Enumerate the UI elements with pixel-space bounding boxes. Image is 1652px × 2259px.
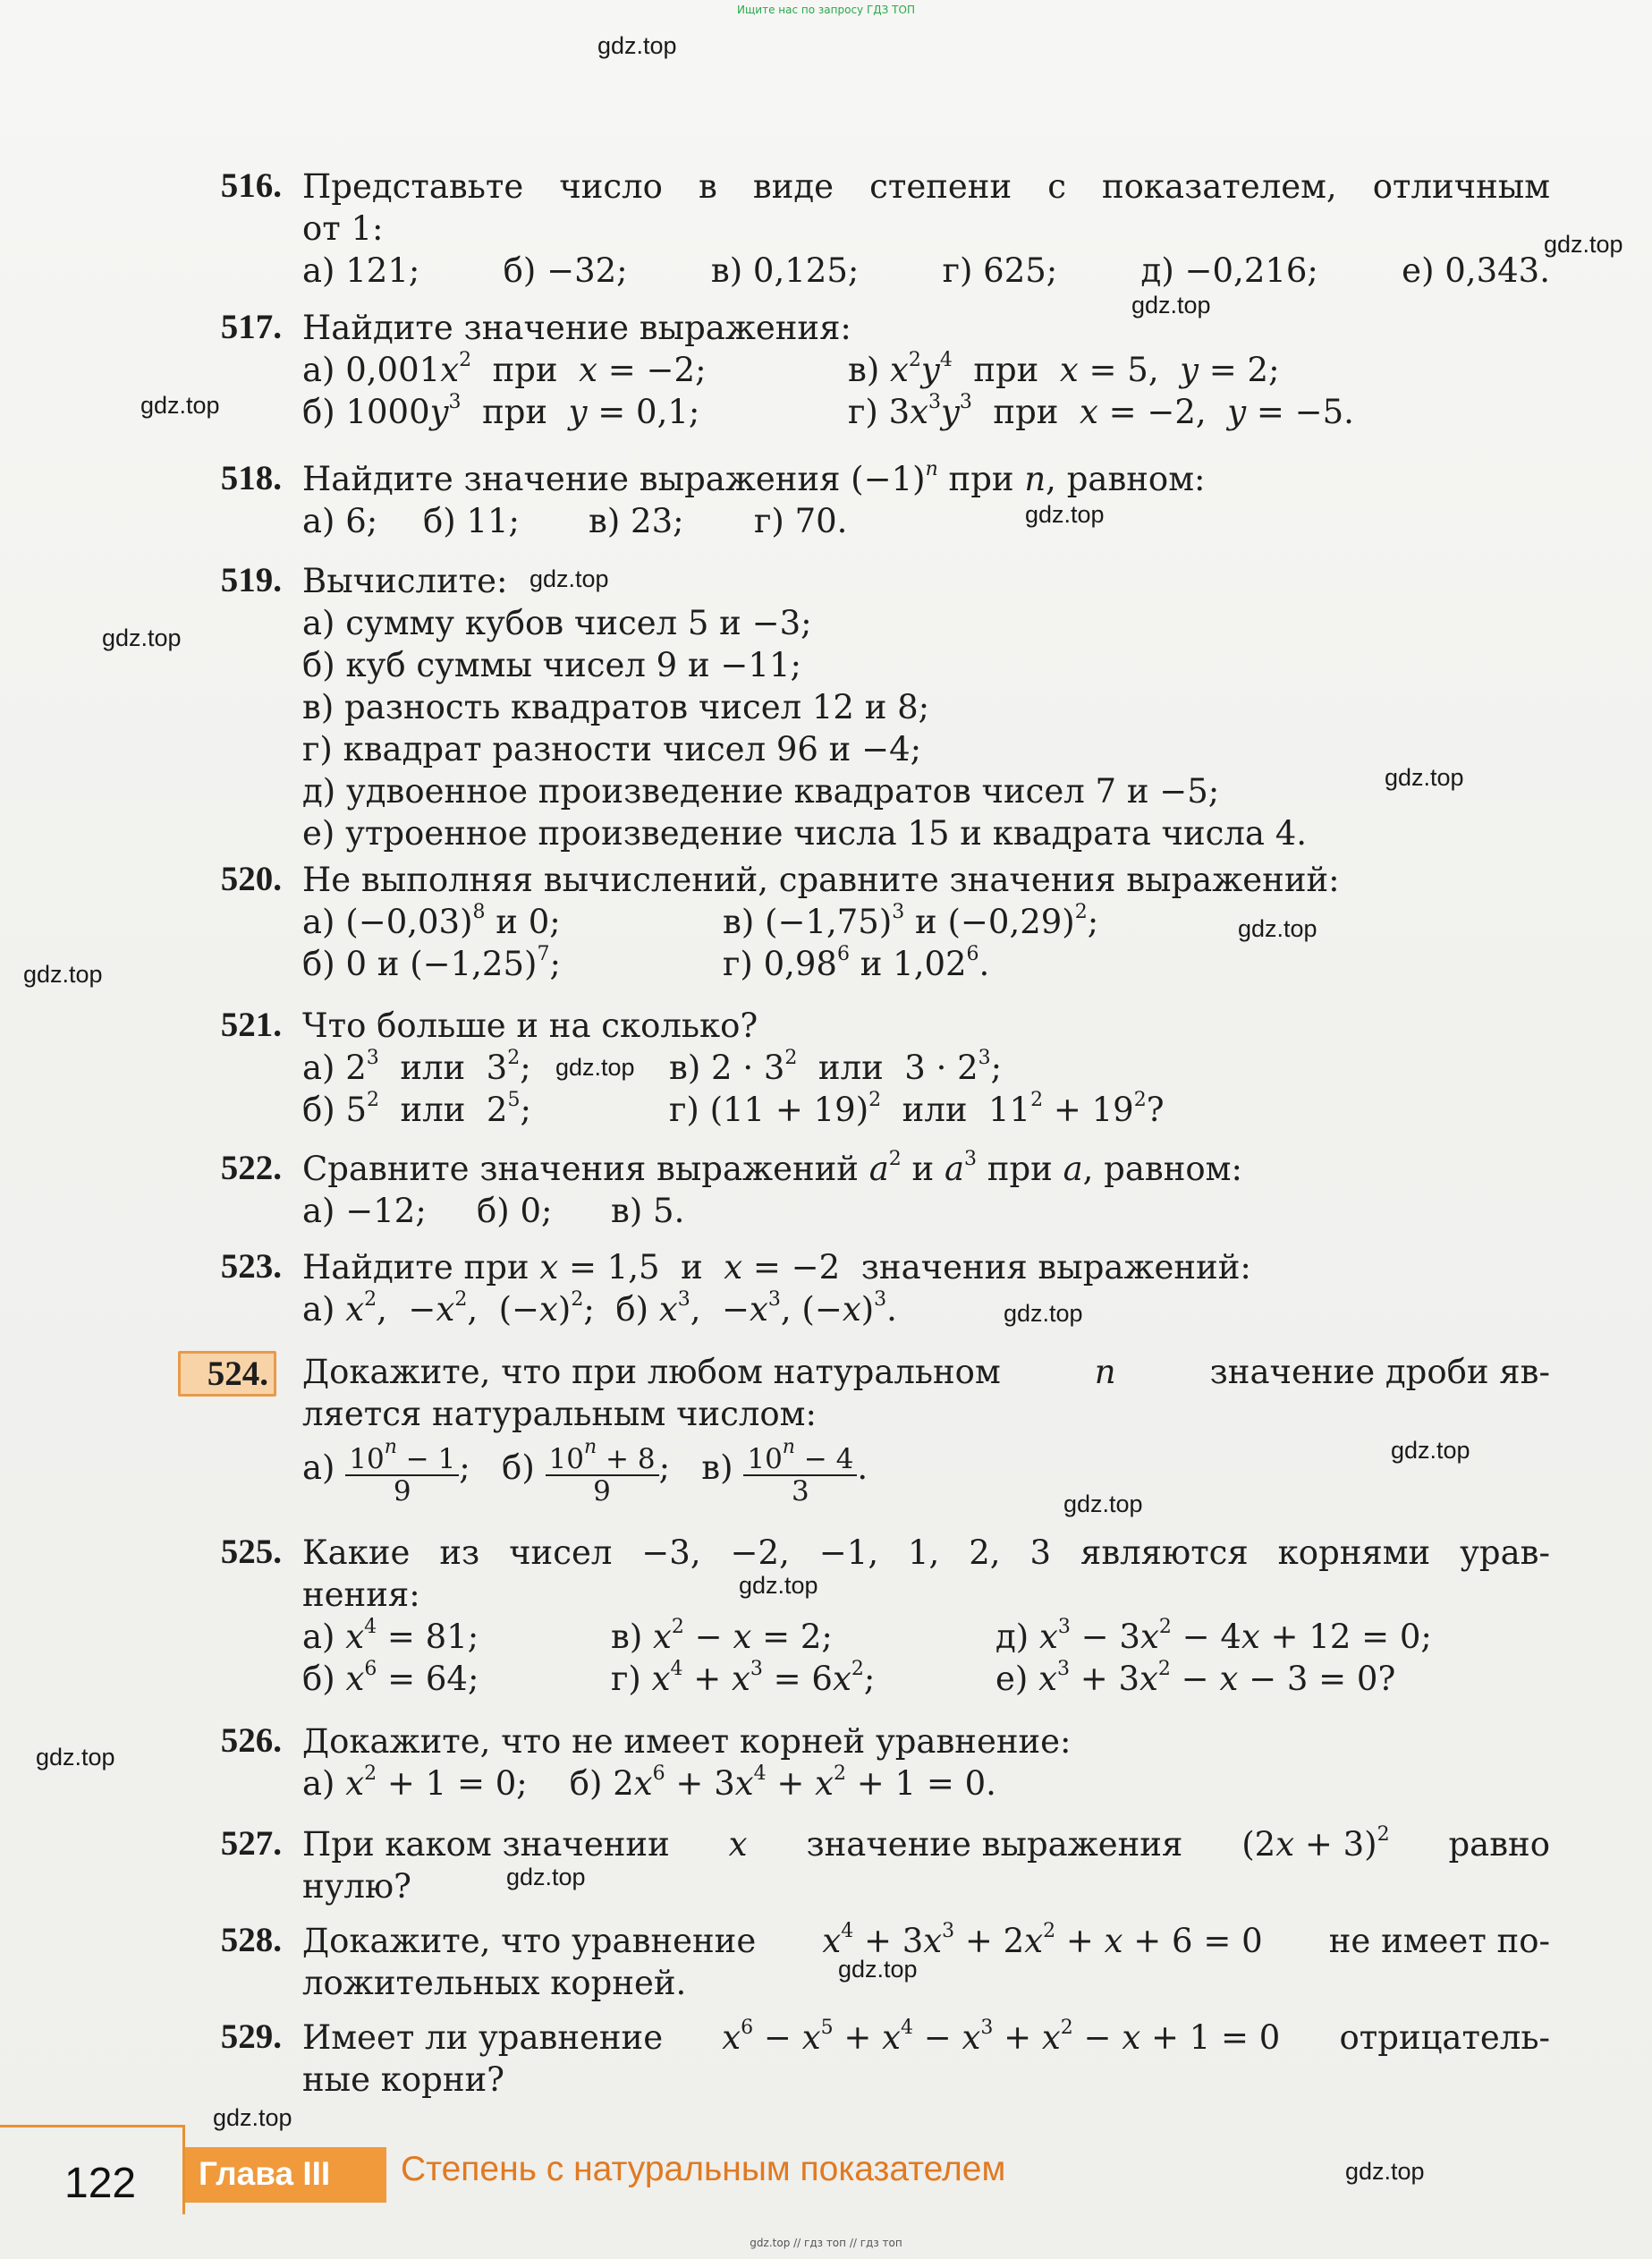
watermark: gdz.top <box>1131 292 1211 318</box>
chapter-label: Глава III <box>199 2155 331 2192</box>
exercise-number: 520. <box>220 860 282 898</box>
expression-row: б) $5^2$ или $2^5$; г) $(11 + 19)^2$ или $11^2 + 19^2$? <box>302 1089 1165 1129</box>
watermark: gdz.top <box>213 2104 292 2131</box>
task-text: нения: <box>302 1575 420 1614</box>
task-text: ляется натуральным числом: <box>302 1395 817 1433</box>
task-text: Докажите, что не имеет корней уравнение: <box>302 1722 1072 1761</box>
page-number: 122 <box>64 2160 137 2207</box>
exercise-number: 516. <box>220 166 282 205</box>
footer-rule <box>0 2125 185 2127</box>
watermark: gdz.top <box>23 961 103 988</box>
option: а) сумму кубов чисел 5 и −3; <box>302 604 812 642</box>
task-text: При каком значении x значение выражения $(2x + 3)^2$ равно <box>302 1823 1550 1864</box>
task-text: Докажите, что уравнение $x^4 + 3x^3 + 2x^2 + x + 6 = 0$ не имеет по- <box>302 1920 1550 1960</box>
watermark: gdz.top <box>1544 231 1623 258</box>
option: в) 5. <box>611 1192 685 1230</box>
equation-row: а) $x^4 = 81$; в) $x^2 - x = 2$; д) $x^3 - 3x^2 - 4x + 12 = 0$; <box>302 1616 1432 1656</box>
chapter-title: Степень с натуральным показателем <box>401 2150 1006 2188</box>
exercise-number: 529. <box>220 2017 282 2056</box>
task-text: Сравните значения выражений $a^2$ и $a^3$ при a, равном: <box>302 1148 1242 1188</box>
watermark: gdz.top <box>1391 1437 1470 1464</box>
option: г) квадрат разности чисел 96 и −4; <box>302 730 922 769</box>
exercise-number: 521. <box>220 1006 282 1044</box>
option: а) 6; <box>302 502 378 540</box>
option: б) −32; <box>503 251 628 290</box>
top-note: Ищите нас по запросу ГДЗ ТОП <box>737 4 915 16</box>
expression-row: а) $(-0,03)^8$ и 0; в) $(-1,75)^3$ и $(-0,29)^2$; <box>302 901 1099 941</box>
equation-row: б) $x^6 = 64$; г) $x^4 + x^3 = 6x^2$; е) $x^3 + 3x^2 - x - 3 = 0$? <box>302 1658 1396 1698</box>
exercise-number: 522. <box>220 1149 282 1187</box>
answer-options <box>302 500 1550 542</box>
option: г) 70. <box>754 502 848 540</box>
option: б) куб суммы чисел 9 и −11; <box>302 646 801 684</box>
exercise-number: 518. <box>220 459 282 497</box>
expression-row: б) 0 и $(-1,25)^7$; г) 0,98$^6$ и 1,02$^6$. <box>302 943 990 983</box>
answer-options <box>302 1190 1550 1232</box>
watermark: gdz.top <box>1004 1300 1083 1327</box>
watermark: gdz.top <box>1385 764 1464 791</box>
option: в) 0,125; <box>710 251 860 290</box>
exercise-number: 523. <box>220 1247 282 1286</box>
task-text: Вычислите: <box>302 562 508 600</box>
task-text: Докажите, что при любом натуральном n значение дроби яв- <box>302 1353 1550 1391</box>
option: е) 0,343. <box>1402 251 1550 290</box>
watermark: gdz.top <box>739 1572 818 1599</box>
option: д) удвоенное произведение квадратов чисел 7 и −5; <box>302 772 1220 811</box>
watermark: gdz.top <box>1238 915 1317 942</box>
task-text: Какие из чисел −3, −2, −1, 1, 2, 3 являются корнями урав- <box>302 1533 1550 1572</box>
option: в) 23; <box>589 502 684 540</box>
watermark: gdz.top <box>140 392 220 419</box>
task-text: ложительных корней. <box>302 1964 687 2002</box>
task-text: от 1: <box>302 209 384 248</box>
task-text: Имеет ли уравнение $x^6 - x^5 + x^4 - x^3 + x^2 - x + 1 = 0$ отрицатель- <box>302 2017 1550 2057</box>
bottom-note: gdz.top // гдз топ // гдз топ <box>750 2237 902 2249</box>
fraction-row: а) $\frac{10^n - 1}{9}$ ; б) $\frac{10^n + 8}{9}$ ; в) $\frac{10^n - 4}{3}$ . <box>302 1436 868 1507</box>
task-text: Найдите значение выражения: <box>302 309 851 347</box>
option: а) 121; <box>302 251 420 290</box>
task-text: Найдите при x = 1,5 и x = −2 значения выражений: <box>302 1248 1251 1287</box>
option: б) 11; <box>423 502 521 540</box>
option: е) утроенное произведение числа 15 и квадрата числа 4. <box>302 814 1308 853</box>
watermark: gdz.top <box>1025 501 1105 528</box>
answer-options <box>302 250 1550 292</box>
exercise-number: 528. <box>220 1921 282 1959</box>
top-banner <box>0 0 1652 27</box>
task-text: Не выполняя вычислений, сравните значения выражений: <box>302 861 1340 899</box>
task-text: Что больше и на сколько? <box>302 1006 758 1045</box>
exercise-number: 519. <box>220 561 282 599</box>
exercise-number: 526. <box>220 1721 282 1760</box>
exercise-number-highlighted: 524. <box>178 1351 276 1397</box>
expression-row: а) $0,001x^2$ при x = −2; в) $x^2y^4$ при x = 5, y = 2; <box>302 349 1280 389</box>
equation-row: а) $x^2 + 1 = 0$; б) $2x^6 + 3x^4 + x^2 + 1 = 0$. <box>302 1762 996 1803</box>
option: г) 625; <box>942 251 1058 290</box>
option: в) разность квадратов чисел 12 и 8; <box>302 688 930 726</box>
expression-row: а) $2^3$ или $3^2$; в) $2 \cdot 3^2$ или $3 \cdot 2^3$; <box>302 1047 1003 1087</box>
option: б) 0; <box>477 1192 553 1230</box>
task-text: ные корни? <box>302 2060 505 2099</box>
expression-row: б) $1000y^3$ при y = 0,1; г) $3x^3y^3$ при x = −2, y = −5. <box>302 391 1354 431</box>
watermark: gdz.top <box>1063 1490 1143 1517</box>
exercise-number: 525. <box>220 1533 282 1571</box>
option: а) −12; <box>302 1192 427 1230</box>
option: д) −0,216; <box>1140 251 1318 290</box>
exercise-number: 517. <box>220 308 282 346</box>
task-text: Представьте число в виде степени с показателем, отличным <box>302 167 1550 206</box>
watermark: gdz.top <box>597 32 677 59</box>
task-text: нулю? <box>302 1867 411 1906</box>
watermark: gdz.top <box>529 565 609 592</box>
watermark: gdz.top <box>838 1956 918 1983</box>
watermark: gdz.top <box>1345 2158 1425 2185</box>
watermark: gdz.top <box>555 1054 635 1081</box>
task-text: Найдите значение выражения $(-1)^n$ при n, равном: <box>302 458 1206 498</box>
exercise-number: 527. <box>220 1824 282 1863</box>
watermark: gdz.top <box>506 1864 586 1890</box>
watermark: gdz.top <box>102 624 182 651</box>
watermark: gdz.top <box>36 1744 115 1771</box>
expression-row: а) $x^2$, $-x^2$, $(-x)^2$; б) $x^3$, $-x^3$, $(-x)^3$. <box>302 1288 897 1329</box>
